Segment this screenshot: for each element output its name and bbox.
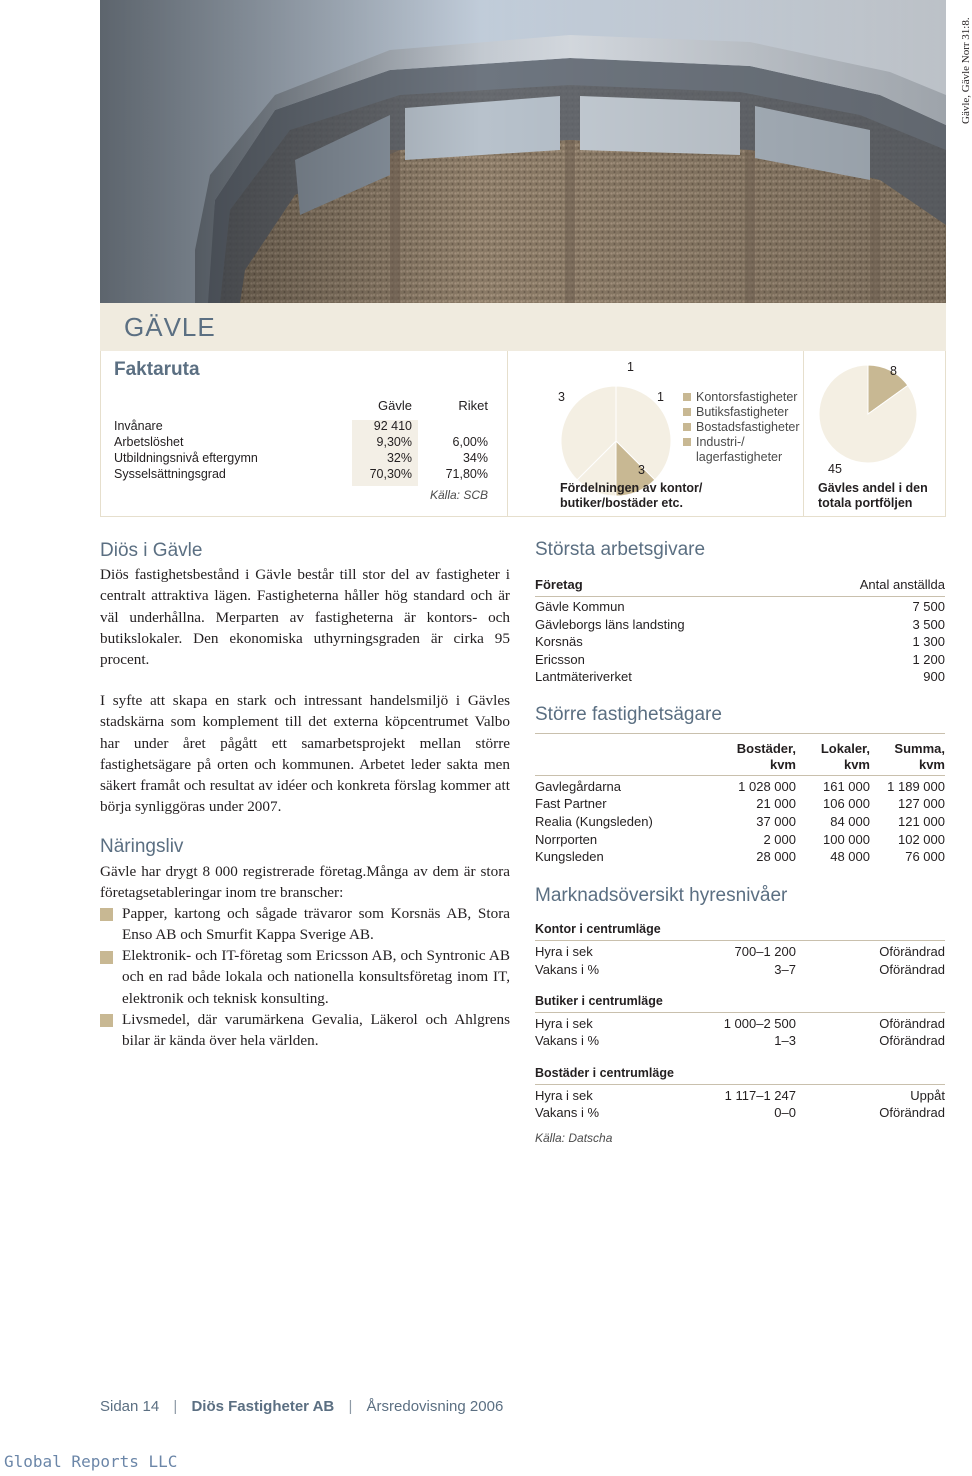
section-heading-market: Marknadsöversikt hyresnivåer <box>535 885 788 906</box>
cell-summa: 1 189 000 <box>887 779 945 794</box>
legend-item: Kontorsfastigheter <box>683 390 797 404</box>
legend-swatch <box>683 393 691 401</box>
table-row: Fast Partner <box>535 796 607 811</box>
table-row: Realia (Kungsleden) <box>535 814 653 829</box>
panel-divider <box>803 351 804 516</box>
fact-gavle: 32% <box>386 451 412 465</box>
table-rule <box>535 775 945 776</box>
table-row: Hyra i sek Oförändrad <box>535 1016 945 1031</box>
pie-caption: Fördelningen av kontor/ butiker/bostäder etc. <box>560 481 703 510</box>
legend-swatch <box>683 423 691 431</box>
table-row: Korsnäs 1 300 <box>535 634 945 649</box>
fact-label: Invånare <box>114 419 163 433</box>
fact-gavle: 92 410 <box>373 419 412 433</box>
cell-summa: 76 000 <box>905 849 945 864</box>
fact-gavle: 70,30% <box>369 467 412 481</box>
table-row: Hyra i sek Oförändrad <box>535 944 945 959</box>
legend-swatch <box>683 438 691 446</box>
pie-caption: Gävles andel i den totala portföljen <box>818 481 928 510</box>
fact-label: Sysselsättningsgrad <box>114 467 226 481</box>
footer-company: Diös Fastigheter AB <box>191 1398 335 1415</box>
market-value: 700–1 200 <box>734 944 796 959</box>
watermark: Global Reports LLC <box>4 1452 178 1471</box>
market-value: 1 117–1 247 <box>724 1088 796 1103</box>
bullet-item: Papper, kartong och sågade trävaror som Korsnäs AB, Stora Enso AB och Smurfit Kappa Sverige AB. <box>122 905 510 944</box>
section-heading-naringsliv: Näringsliv <box>100 836 184 857</box>
table-row: Kungsleden <box>535 849 604 864</box>
city-title: GÄVLE <box>124 312 216 342</box>
faktaruta-title: Faktaruta <box>114 359 200 380</box>
cell-lokaler: 84 000 <box>830 814 870 829</box>
page-footer <box>100 1398 503 1415</box>
bullet-marker <box>100 951 113 964</box>
market-group-title: Bostäder i centrumläge <box>535 1066 674 1080</box>
table-row: Lantmäteriverket 900 <box>535 669 945 684</box>
market-value: 3–7 <box>774 962 796 977</box>
bullet-marker <box>100 908 113 921</box>
cell-summa: 121 000 <box>898 814 945 829</box>
cell-bostader: 2 000 <box>763 832 796 847</box>
cell-bostader: 37 000 <box>756 814 796 829</box>
table-row: Norrporten <box>535 832 598 847</box>
col-unit: kvm <box>918 757 945 772</box>
col-unit: kvm <box>769 757 796 772</box>
legend-swatch <box>683 408 691 416</box>
table-row: Vakans i % Oförändrad <box>535 962 945 977</box>
fact-riket: 71,80% <box>445 467 488 481</box>
table-rule <box>535 1084 945 1085</box>
fact-riket: 6,00% <box>452 435 488 449</box>
market-group-title: Kontor i centrumläge <box>535 922 661 936</box>
fact-riket: 34% <box>462 451 488 465</box>
table-rule <box>535 940 945 941</box>
fact-label: Arbetslöshet <box>114 435 184 449</box>
footer-divider: | <box>348 1398 353 1415</box>
legend-item: Butiksfastigheter <box>683 405 788 419</box>
building-photo <box>100 0 946 303</box>
cell-bostader: 1 028 000 <box>738 779 796 794</box>
section-heading-owners: Större fastighetsägare <box>535 704 722 725</box>
market-value: 1 000–2 500 <box>723 1016 796 1031</box>
legend-item: Bostadsfastigheter <box>683 420 800 434</box>
pie-label: 1 <box>657 390 664 404</box>
cell-summa: 102 000 <box>898 832 945 847</box>
pie-label: 3 <box>558 390 565 404</box>
table-row: Gävleborgs läns landsting 3 500 <box>535 617 945 632</box>
fact-source: Källa: SCB <box>429 488 488 502</box>
legend-item-continued: lagerfastigheter <box>696 450 783 464</box>
table-row: Hyra i sek Uppåt <box>535 1088 945 1103</box>
panel-divider <box>507 351 508 516</box>
photo-credit: Gävle, Gävle Norr 31:8. <box>960 17 972 124</box>
footer-divider: | <box>173 1398 178 1415</box>
section-heading-dios: Diös i Gävle <box>100 540 203 561</box>
market-source: Källa: Datscha <box>535 1131 613 1145</box>
fact-gavle: 9,30% <box>376 435 412 449</box>
footer-report: Årsredovisning 2006 <box>366 1398 504 1415</box>
col-header-summa: Summa, <box>894 741 945 756</box>
table-row: Vakans i % Oförändrad <box>535 1105 945 1120</box>
naringsliv-intro: Gävle har drygt 8 000 registrerade företag.Många av dem är stora företagsetableringar inom tre branscher: <box>100 863 510 902</box>
legend-item: Industri-/ <box>683 435 745 449</box>
table-row: Vakans i % Oförändrad <box>535 1033 945 1048</box>
col-header-lokaler: Lokaler, <box>820 741 870 756</box>
section-heading-employers: Största arbetsgivare <box>535 539 706 560</box>
panel-header-band <box>100 303 946 351</box>
cell-bostader: 28 000 <box>756 849 796 864</box>
table-rule <box>535 733 945 734</box>
pie-label: 1 <box>627 360 634 374</box>
pie-label: 3 <box>638 463 645 477</box>
col-header-riket: Riket <box>458 398 488 413</box>
col-unit: kvm <box>843 757 870 772</box>
cell-bostader: 21 000 <box>756 796 796 811</box>
table-rule <box>535 1012 945 1013</box>
market-value: 0–0 <box>774 1105 796 1120</box>
bullet-marker <box>100 1014 113 1027</box>
pie-chart-portfolio-share <box>818 364 918 464</box>
pie-label: 45 <box>828 462 842 476</box>
table-row: Gavlegårdarna <box>535 779 621 794</box>
cell-summa: 127 000 <box>898 796 945 811</box>
footer-page: Sidan 14 <box>100 1398 160 1415</box>
market-value: 1–3 <box>774 1033 796 1048</box>
cell-lokaler: 48 000 <box>830 849 870 864</box>
dios-paragraph-1: Diös fastighetsbestånd i Gävle består till stor del av fastigheter i centralt attraktiva lägen. Fastigheterna håller hög standard och är väl underhållna. Merparten av fastigheterna är kontors- och butikslokaler. Den ekonomiska uthyrningsgraden är cirka 95 procent. <box>100 566 510 669</box>
table-row: Gävle Kommun 7 500 <box>535 599 945 614</box>
market-group-title: Butiker i centrumläge <box>535 994 663 1008</box>
bullet-item: Livsmedel, där varumärkena Gevalia, Läkerol och Ahlgrens bilar är kända över hela världen. <box>122 1011 510 1050</box>
bullet-item: Elektronik- och IT-företag som Ericsson AB, och Syntronic AB och en rad både lokala och nationella konsultsföretag inom IT, elektronik och teknisk konsulting. <box>122 947 510 1007</box>
col-header-bostader: Bostäder, <box>736 741 796 756</box>
col-header-gavle: Gävle <box>378 398 412 413</box>
cell-lokaler: 100 000 <box>823 832 870 847</box>
table-row: Ericsson 1 200 <box>535 652 945 667</box>
fact-label: Utbildningsnivå eftergymn <box>114 451 258 465</box>
dios-paragraph-2: I syfte att skapa en stark och intressant handelsmiljö i Gävles stadskärna som komplement till det externa köpcentrumet Valbo har under året pågått ett samarbetsprojekt mellan större fastighetsägare på orten och kommunen. Arbetet leder sakta men säkert framåt och resultat av idéer och konkreta förslag kommer att börja synliggöras under 2007. <box>100 692 510 816</box>
pie-label: 8 <box>890 364 897 378</box>
cell-lokaler: 161 000 <box>823 779 870 794</box>
cell-lokaler: 106 000 <box>823 796 870 811</box>
table-rule <box>535 596 945 597</box>
